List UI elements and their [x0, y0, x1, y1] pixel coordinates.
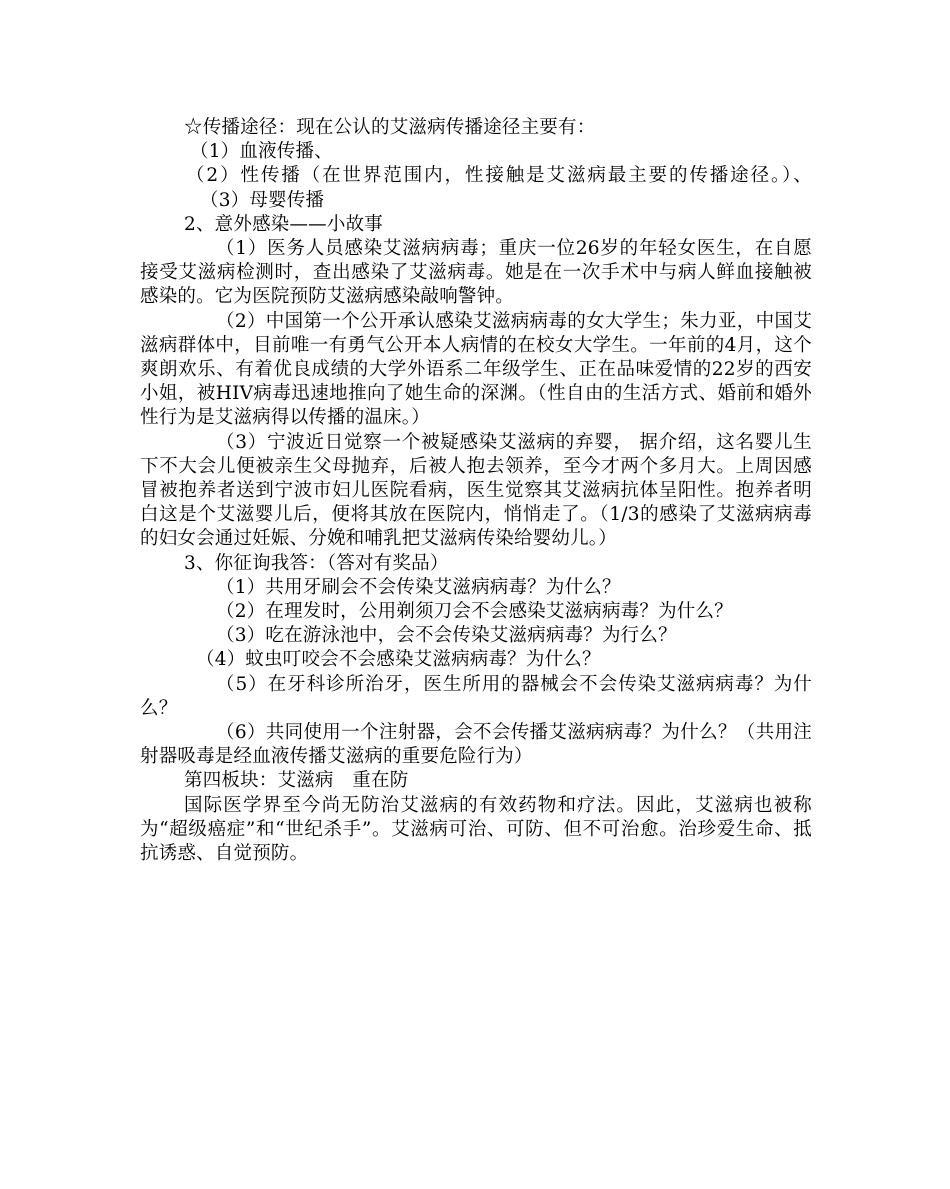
- route-item-sexual-text: （2）性传播（在世界范围内，性接触是艾滋病最主要的传播途径。）、: [186, 165, 812, 187]
- route-item-sexual: [140, 164, 812, 212]
- document-page: [140, 116, 812, 866]
- question-5: （5）在牙科诊所治牙，医生所用的器械会不会传染艾滋病病毒？为什么？: [140, 673, 812, 719]
- story-student: （2）中国第一个公开承认感染艾滋病病毒的女大学生；朱力亚，中国艾滋病群体中，目前唯一有勇气公开本人病情的在校女大学生。一年前的4月，这个爽朗欢乐、有着优良成绩的大学外语系二年级学生、正在品味爱情的22岁的西安小姐，被HIV病毒迅速地推向了她生命的深渊。（性自由的生活方式、婚前和婚外性行为是艾滋病得以传播的温床。）: [140, 310, 812, 429]
- story-infant: （3）宁波近日觉察一个被疑感染艾滋病的弃婴， 据介绍，这名婴儿生下不大会儿便被亲生父母抛弃，后被人抱去领养，至今才两个多月大。上周因感冒被抱养者送到宁波市妇儿医院看病，医生觉察其艾滋病抗体呈阳性。抱养者明白这是个艾滋婴儿后，便将其放在医院内，悄悄走了。（1/3的感染了艾滋病病毒的妇女会通过妊娠、分娩和哺乳把艾滋病传染给婴幼儿。）: [140, 431, 812, 550]
- route-item-mother-infant: （3）母婴传播: [200, 189, 325, 211]
- section2-title: 2、意外感染——小故事: [184, 213, 383, 235]
- question-2: （2）在理发时，公用剃须刀会不会感染艾滋病病毒？为什么？: [216, 601, 733, 623]
- question-1: （1）共用牙刷会不会传染艾滋病病毒？为什么？: [216, 576, 621, 598]
- route-item-blood: （1）血液传播、: [190, 141, 333, 163]
- story-medical-worker: （1）医务人员感染艾滋病病毒；重庆一位26岁的年轻女医生，在自愿接受艾滋病检测时，查出感染了艾滋病毒。她是在一次手术中与病人鲜血接触被感染的。它为医院预防艾滋病感染敲响警钟。: [140, 238, 812, 308]
- route-heading: ☆传播途径：现在公认的艾滋病传播途径主要有：: [184, 117, 596, 138]
- question-3: （3）吃在游泳池中，会不会传染艾滋病病毒？为行么？: [216, 625, 677, 647]
- section4-title: 第四板块：艾滋病 重在防: [184, 770, 409, 792]
- question-4: （4）蚊虫叮咬会不会感染艾滋病病毒？为什么？: [196, 649, 601, 671]
- question-6: （6）共同使用一个注射器，会不会传播艾滋病病毒？为什么？（共用注射器吸毒是经血液传播艾滋病的重要危险行为）: [140, 722, 812, 768]
- section3-title: 3、你征询我答：（答对有奖品）: [184, 552, 449, 574]
- closing-paragraph: 国际医学界至今尚无防治艾滋病的有效药物和疗法。因此，艾滋病也被称为“超级癌症”和“世纪杀手”。艾滋病可治、可防、但不可治愈。治珍爱生命、抵抗诱惑、自觉预防。: [140, 794, 812, 865]
